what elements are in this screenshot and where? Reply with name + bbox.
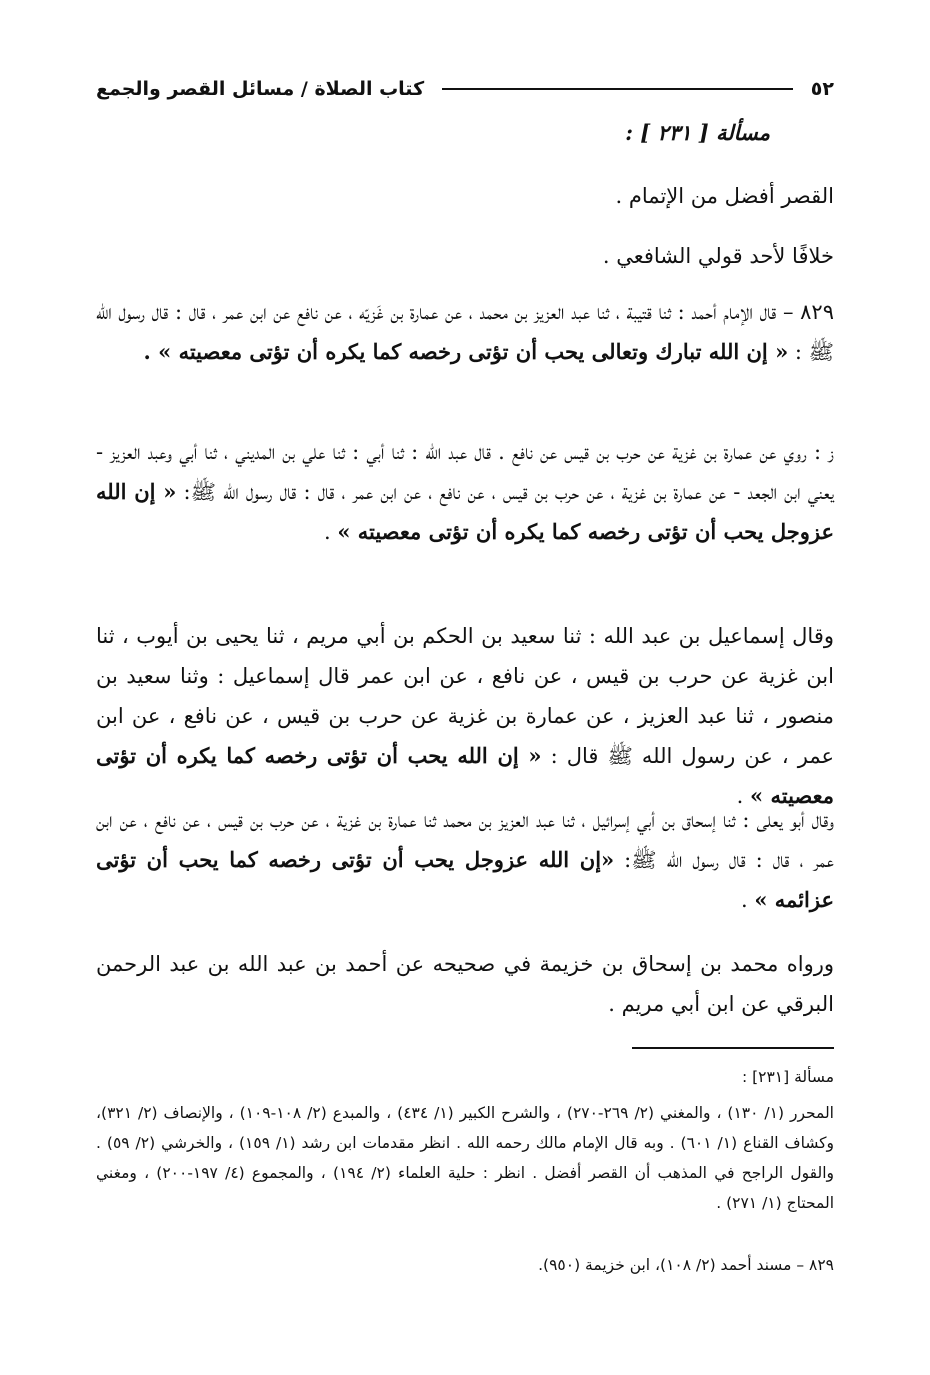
ismail-end: . xyxy=(736,784,751,808)
ibn-khuzayma-paragraph: ورواه محمد بن إسحاق بن خزيمة في صحيحه عن أحمد بن عبد الله بن عبد الرحمن البرقي عن ابن أبي مريم . xyxy=(96,952,834,1016)
abu-yala-paragraph xyxy=(96,800,834,920)
page-number: ٥٢ xyxy=(810,78,834,100)
abu-yala-hadith-text: «إن الله عزوجل يحب أن تؤتى رخصه كما يحب أن تؤتى عزائمه » xyxy=(96,847,834,912)
footnote-issue-title: مسألة [٢٣١] : xyxy=(741,1068,834,1086)
issue-title: مسألة [ ٢٣١ ] : xyxy=(625,120,770,145)
ismail-hadith-text: « إن الله يحب أن تؤتى رخصه كما يكره أن تؤتى معصيته » xyxy=(96,743,834,808)
footnote-829: ٨٢٩ – مسند أحمد (٢/ ١٠٨)، ابن خزيمة (٩٥٠). xyxy=(538,1256,834,1274)
header-rule xyxy=(442,88,793,90)
footnote-issue-references: المحرر (١/ ١٣٠) ، والمغني (٢/ ٢٦٩-٢٧٠) ، والشرح الكبير (١/ ٤٣٤) ، والمبدع (٢/ ١٠٨-١٠٩) ، والإنصاف (٢/ ٣٢١)، وكشاف القناع (١/ ٦٠١) . وبه قال الإمام مالك رحمه الله . انظر مقدمات ابن رشد (١/ ١٥٩) ، والخرشي (٢/ ٥٩) . والقول الراجح في المذهب أن القصر أفضل . انظر : حلية العلماء (٢/ ١٩٤) ، والمجموع (٤/ ١٩٧-٢٠٠) ، ومغني المحتاج (١/ ٢٧١) . xyxy=(96,1104,835,1212)
abu-yala-end: . xyxy=(741,888,755,912)
zawaid-chain: ز : روي عن عمارة بن غزية عن حرب بن قيس عن نافع . قال عبد الله : ثنا أبي : ثنا علي بن المديني ، ثنا أبي وعبد العزيز - يعني ابن الجعد - عن عمارة بن غزية ، عن حرب بن قيس ، عن نافع ، عن ابن عمر ، قال : قال رسول الله ﷺ: xyxy=(96,440,835,504)
zawaid-end: . xyxy=(323,520,338,544)
issue-dissent: خلافًا لأحد قولي الشافعي . xyxy=(602,244,834,268)
ismail-paragraph xyxy=(96,616,834,816)
page-header xyxy=(96,74,834,104)
zawaid-hadith-text: « إن الله عزوجل يحب أن تؤتى رخصه كما يكره أن تؤتى معصيته » xyxy=(96,479,834,544)
hadith-829-chain: ٨٢٩ – قال الإمام أحمد : ثنا قتيبة ، ثنا عبد العزيز بن محمد ، عن عمارة بن غَزيّه ، عن نافع عن ابن عمر ، قال : قال رسول الله ﷺ : xyxy=(96,300,834,364)
ismail-chain: وقال إسماعيل بن عبد الله : ثنا سعيد بن الحكم بن أبي مريم ، ثنا يحيى بن أيوب ، ثنا ابن غزية عن حرب بن قيس ، عن نافع ، عن ابن عمر قال إسماعيل : وثنا سعيد بن منصور ، ثنا عبد العزيز ، عن عمارة بن غزية عن حرب بن قيس ، عن نافع ، عن ابن عمر ، عن رسول الله ﷺ قال : xyxy=(96,624,834,768)
running-title: كتاب الصلاة / مسائل القصر والجمع xyxy=(96,78,425,100)
hadith-829-text: « إن الله تبارك وتعالى يحب أن تؤتى رخصه كما يكره أن تؤتى معصيته » . xyxy=(143,339,789,364)
issue-statement: القصر أفضل من الإتمام . xyxy=(615,184,834,208)
zawaid-paragraph xyxy=(96,432,834,552)
hadith-829-paragraph xyxy=(96,292,834,372)
abu-yala-chain: وقال أبو يعلى : ثنا إسحاق بن أبي إسرائيل ، ثنا عبد العزيز بن محمد ثنا عمارة بن غزية ، عن حرب بن قيس ، عن نافع ، عن ابن عمر ، قال : قال رسول الله ﷺ: xyxy=(96,808,834,872)
footnote-separator xyxy=(632,1047,834,1049)
